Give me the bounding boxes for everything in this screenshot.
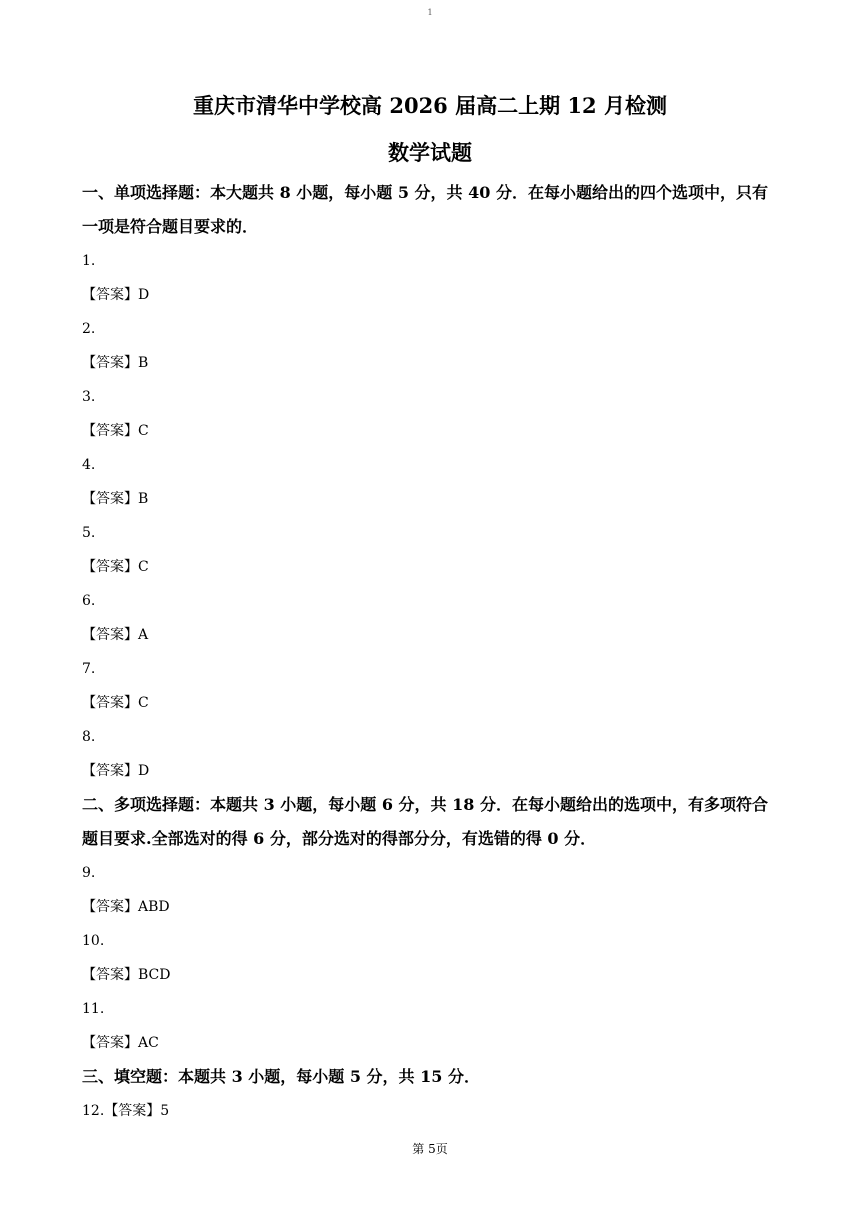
question-number: 11. (82, 1001, 105, 1017)
question-number: 5. (82, 525, 96, 541)
section-heading-single-choice: 一、单项选择题：本大题共 8 小题，每小题 5 分，共 40 分．在每小题给出的四个选项中，只有一项是符合题目要求的． (82, 183, 768, 236)
answer-line: 【答案】B (82, 491, 149, 507)
page-top-mark: 1 (427, 8, 433, 17)
question-number: 10. (82, 933, 105, 949)
question-number: 4. (82, 457, 96, 473)
answer-line: 【答案】D (82, 287, 150, 303)
answer-line (82, 1094, 782, 1128)
answer-line: 【答案】AC (82, 1035, 159, 1051)
question-number: 8. (82, 729, 96, 745)
answer-line: 【答案】C (82, 695, 149, 711)
document-title: 重庆市清华中学校高 2026 届高二上期 12 月检测 (193, 93, 667, 118)
question-number: 9. (82, 865, 96, 881)
answer-line: 【答案】BCD (82, 967, 171, 983)
question-number: 7. (82, 661, 96, 677)
section-heading-fill-in: 三、填空题：本题共 3 小题，每小题 5 分，共 15 分． (82, 1067, 480, 1086)
document-subtitle: 数学试题 (388, 140, 472, 165)
page-number-footer: 第 5页 (412, 1142, 448, 1156)
answer-text: 【答案】5 (104, 1103, 170, 1119)
question-number: 2. (82, 321, 96, 337)
answer-line: 【答案】C (82, 559, 149, 575)
question-number: 3. (82, 389, 96, 405)
answer-line: 【答案】D (82, 763, 150, 779)
section-heading-multiple-choice: 二、多项选择题：本题共 3 小题，每小题 6 分，共 18 分．在每小题给出的选项中，有多项符合题目要求.全部选对的得 6 分，部分选对的得部分分，有选错的得 0 分． (82, 795, 768, 848)
question-number: 6. (82, 593, 96, 609)
question-number: 12. (82, 1103, 105, 1119)
answer-line: 【答案】A (82, 627, 149, 643)
answer-content (82, 176, 782, 1128)
question-number: 1. (82, 253, 96, 269)
answer-line: 【答案】B (82, 355, 149, 371)
answer-line: 【答案】C (82, 423, 149, 439)
answer-line: 【答案】ABD (82, 899, 170, 915)
